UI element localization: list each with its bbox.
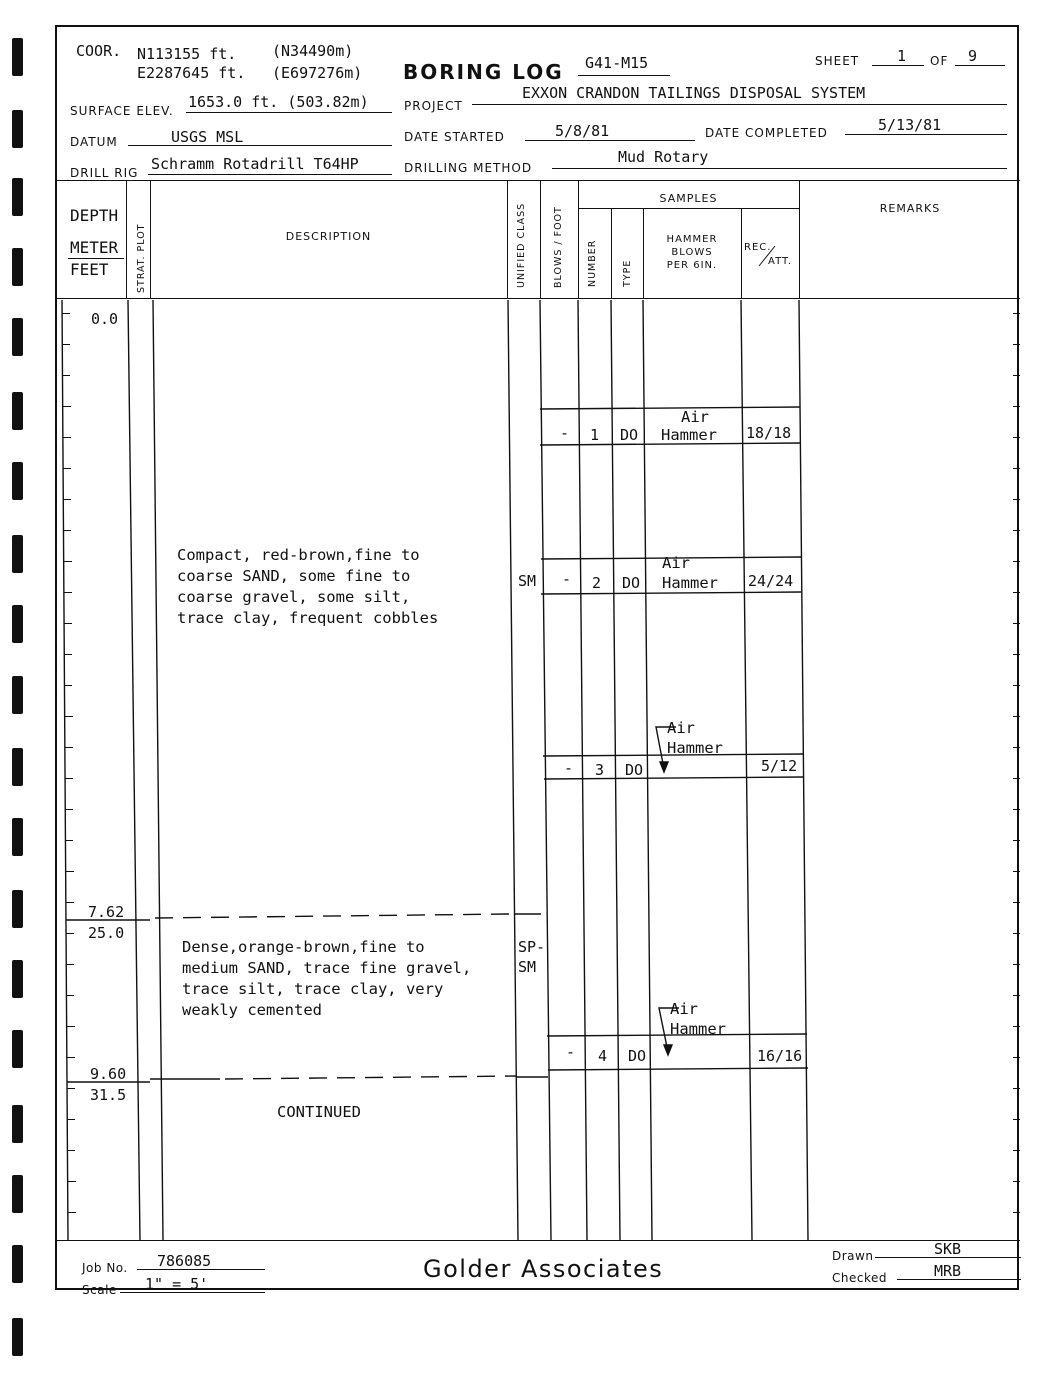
scale: 1" = 5': [145, 1275, 209, 1293]
remarks-tick: [1013, 406, 1020, 407]
col-number: NUMBER: [587, 239, 598, 287]
depth-tick: [67, 1119, 75, 1120]
depth-2-meter: 9.60: [90, 1065, 127, 1083]
sample-2-number: 2: [592, 574, 602, 592]
coor-north-m: (N34490m): [272, 42, 354, 60]
depth-tick: [66, 871, 74, 872]
sample-1-type: DO: [620, 426, 639, 444]
log-id: G41-M15: [585, 54, 649, 72]
stratum-2-class: SP- SM: [518, 938, 546, 976]
depth-tick: [63, 406, 71, 407]
depth-tick: [65, 747, 73, 748]
depth-top-feet: 0.0: [91, 310, 119, 328]
depth-tick: [67, 1057, 75, 1058]
sheet-label: SHEET: [815, 54, 860, 68]
depth-1-meter: 7.62: [88, 903, 125, 921]
sample-3-rec: 5/12: [761, 757, 798, 775]
depth-tick: [64, 654, 72, 655]
sample-4-number: 4: [598, 1047, 608, 1065]
remarks-tick: [1013, 437, 1020, 438]
sample-3-hammer: Air Hammer: [667, 719, 723, 757]
depth-tick: [62, 375, 70, 376]
remarks-tick: [1013, 313, 1020, 314]
remarks-tick: [1013, 809, 1020, 810]
sample-3-number: 3: [595, 761, 605, 779]
col-description: DESCRIPTION: [285, 230, 372, 243]
depth-tick: [62, 313, 70, 314]
remarks-tick: [1013, 654, 1020, 655]
continued-label: CONTINUED: [277, 1103, 361, 1121]
depth-tick: [67, 1088, 75, 1089]
remarks-tick: [1013, 778, 1020, 779]
remarks-tick: [1013, 995, 1020, 996]
depth-tick: [65, 809, 73, 810]
remarks-tick: [1013, 375, 1020, 376]
depth-tick: [63, 499, 71, 500]
col-depth: DEPTH: [70, 206, 119, 225]
depth-tick: [64, 561, 72, 562]
drawn-label: Drawn: [832, 1249, 874, 1263]
depth-tick: [62, 344, 70, 345]
depth-tick: [63, 468, 71, 469]
coor-north: N113155 ft.: [137, 45, 237, 63]
sample-4-type: DO: [628, 1047, 647, 1065]
depth-tick: [65, 716, 73, 717]
sample-2-type: DO: [622, 574, 641, 592]
sample-2-blows: -: [562, 570, 572, 588]
sheet-total: 9: [968, 47, 978, 65]
date-started: 5/8/81: [555, 122, 610, 140]
project-label: PROJECT: [404, 99, 463, 113]
sample-1-rec: 18/18: [746, 424, 792, 442]
stratum-1-description: Compact, red-brown,fine to coarse SAND, some fine to coarse gravel, some silt, trace clay, frequent cobbles: [177, 546, 439, 627]
job-no: 786085: [157, 1252, 212, 1270]
remarks-tick: [1013, 871, 1020, 872]
sample-1-number: 1: [590, 426, 600, 444]
depth-tick: [65, 778, 73, 779]
date-completed-label: DATE COMPLETED: [705, 126, 828, 140]
depth-tick: [63, 530, 71, 531]
col-samples: SAMPLES: [659, 192, 718, 205]
col-att: ATT.: [768, 256, 793, 267]
remarks-tick: [1013, 1088, 1020, 1089]
drilling-method: Mud Rotary: [618, 148, 709, 166]
depth-tick: [67, 1026, 75, 1027]
depth-1-feet: 25.0: [88, 924, 125, 942]
date-started-label: DATE STARTED: [404, 130, 505, 144]
depth-tick: [63, 437, 71, 438]
col-remarks: REMARKS: [879, 202, 941, 215]
stratum-2-description: Dense,orange-brown,fine to medium SAND, trace fine gravel, trace silt, trace clay, very weakly cemented: [182, 938, 472, 1019]
depth-tick: [66, 964, 74, 965]
sample-3-type: DO: [625, 761, 644, 779]
remarks-tick: [1013, 499, 1020, 500]
sample-2-rec: 24/24: [748, 572, 794, 590]
depth-tick: [64, 685, 72, 686]
sample-4-hammer: Air Hammer: [670, 1000, 726, 1038]
coor-label: COOR.: [76, 42, 122, 60]
sample-4-blows: -: [566, 1043, 576, 1061]
remarks-tick: [1013, 468, 1020, 469]
remarks-tick: [1013, 840, 1020, 841]
col-blows-foot: BLOWS / FOOT: [553, 206, 564, 288]
remarks-tick: [1013, 1150, 1020, 1151]
of-label: OF: [930, 54, 949, 68]
remarks-tick: [1013, 1181, 1020, 1182]
col-meter: METER: [70, 238, 119, 257]
checked-label: Checked: [832, 1271, 887, 1285]
remarks-tick: [1013, 592, 1020, 593]
job-no-label: Job No.: [82, 1261, 128, 1275]
sheet-number: 1: [897, 47, 907, 65]
drill-rig: Schramm Rotadrill T64HP: [151, 155, 359, 173]
remarks-tick: [1013, 530, 1020, 531]
depth-tick: [64, 623, 72, 624]
coor-east: E2287645 ft.: [137, 64, 246, 82]
scale-label: Scale: [82, 1283, 117, 1297]
col-type: TYPE: [622, 259, 633, 287]
depth-tick: [67, 1150, 75, 1151]
remarks-tick: [1013, 1026, 1020, 1027]
sample-2-hammer: Air Hammer: [662, 554, 718, 592]
drill-rig-label: DRILL RIG: [70, 166, 139, 180]
checked-by: MRB: [934, 1262, 962, 1280]
sample-4-rec: 16/16: [757, 1047, 803, 1065]
sample-1-blows: -: [560, 424, 570, 442]
remarks-tick: [1013, 344, 1020, 345]
col-hammer: HAMMER BLOWS PER 6IN.: [666, 234, 718, 271]
depth-tick: [66, 995, 74, 996]
project: EXXON CRANDON TAILINGS DISPOSAL SYSTEM: [522, 84, 866, 102]
remarks-tick: [1013, 561, 1020, 562]
remarks-tick: [1013, 685, 1020, 686]
remarks-tick: [1013, 1119, 1020, 1120]
remarks-tick: [1013, 716, 1020, 717]
page-title: BORING LOG: [403, 60, 564, 84]
depth-tick: [66, 902, 74, 903]
depth-tick: [64, 592, 72, 593]
col-rec: REC.: [744, 242, 772, 253]
stratum-1-class: SM: [518, 572, 537, 590]
date-completed: 5/13/81: [878, 116, 942, 134]
coor-east-m: (E697276m): [272, 64, 363, 82]
remarks-tick: [1013, 747, 1020, 748]
remarks-tick: [1013, 902, 1020, 903]
sample-1-hammer: Air Hammer: [661, 408, 717, 444]
drilling-method-label: DRILLING METHOD: [404, 161, 533, 175]
datum-label: DATUM: [70, 135, 118, 149]
surface-elev: 1653.0 ft. (503.82m): [188, 93, 369, 111]
surface-elev-label: SURFACE ELEV.: [70, 104, 174, 118]
remarks-tick: [1013, 1212, 1020, 1213]
depth-tick: [65, 840, 73, 841]
depth-tick: [68, 1212, 76, 1213]
datum: USGS MSL: [171, 128, 244, 146]
remarks-tick: [1013, 623, 1020, 624]
remarks-tick: [1013, 933, 1020, 934]
depth-tick: [66, 933, 74, 934]
remarks-tick: [1013, 964, 1020, 965]
col-unified-class: UNIFIED CLASS: [516, 202, 527, 288]
drawn-by: SKB: [934, 1240, 962, 1258]
remarks-tick: [1013, 1057, 1020, 1058]
col-feet: FEET: [70, 260, 109, 279]
sample-3-blows: -: [564, 759, 574, 777]
depth-2-feet: 31.5: [90, 1086, 127, 1104]
company-name: Golder Associates: [423, 1255, 664, 1283]
col-strat-plot: STRAT. PLOT: [136, 223, 147, 293]
depth-tick: [68, 1181, 76, 1182]
